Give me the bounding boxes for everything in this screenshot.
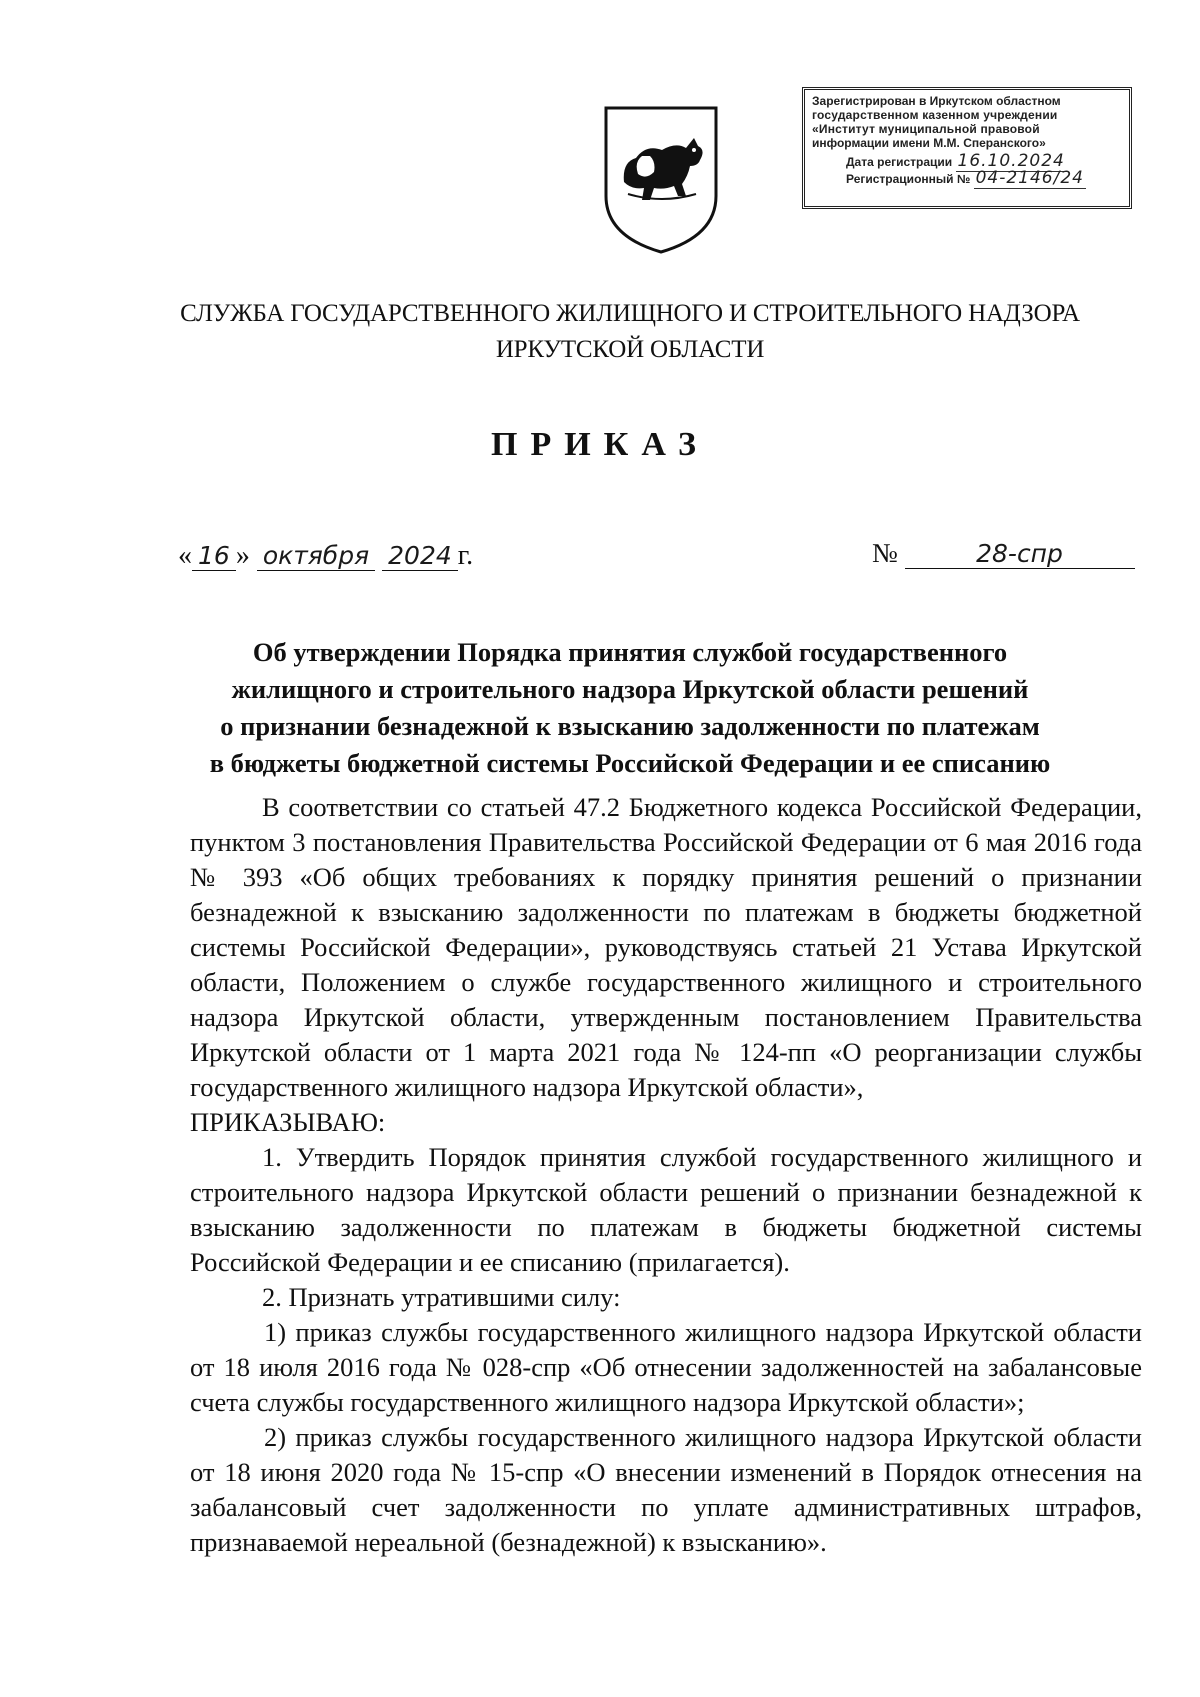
order-body [190,790,1142,1560]
irkutsk-coat-of-arms-icon [602,104,720,256]
order-subject [150,634,1110,782]
subject-line-1: Об утверждении Порядка принятия службой государственного [252,637,1008,667]
date-suffix: г. [457,540,474,571]
subject-line-3: о признании безнадежной к взысканию задолженности по платежам [220,711,1040,741]
item-2-subitem-2: 2) приказ службы государственного жилищного надзора Иркутской области от 18 июня 2020 года № 15-спр «О внесении изменений в Порядок отнесения на забалансовый счет задолженности по уплате административных штрафов, признаваемой нереальной (безнадежной) к взысканию». [190,1422,1142,1557]
stamp-date-value: 16.10.2024 [957,151,1065,171]
date-day: 16 [192,541,236,571]
order-number-value: 28-спр [905,539,1135,569]
stamp-number-value: 04-2146/24 [975,168,1084,188]
stamp-line-2: государственном казенном учреждении [812,108,1058,122]
stamp-registration-date [846,151,1122,171]
item-2: 2. Признать утратившими силу: [262,1282,621,1312]
stamp-number-label: Регистрационный № [846,172,971,186]
date-close-quote: » [235,540,250,571]
preamble-paragraph: В соответствии со статьей 47.2 Бюджетного кодекса Российской Федерации, пунктом 3 постановления Правительства Российской Федерации от 6 мая 2016 года № 393 «Об общих требованиях к порядку принятия решений о признании безнадежной к взысканию задолженности по платежам в бюджеты бюджетной системы Российской Федерации», руководствуясь статьей 21 Устава Иркутской области, Положением о службе государственного жилищного и строительного надзора Иркутской области, утвержденным постановлением Правительства Иркутской области от 1 марта 2021 года № 124-пп «О реорганизации службы государственного жилищного надзора Иркутской области», [190,792,1142,1102]
subject-line-2: жилищного и строительного надзора Иркутской области решений [231,674,1029,704]
stamp-line-1: Зарегистрирован в Иркутском областном [812,94,1061,108]
document-type-title: ПРИКАЗ [491,426,709,463]
stamp-line-3: «Институт муниципальной правовой [812,122,1040,136]
item-1: 1. Утвердить Порядок принятия службой государственного жилищного и строительного надзора Иркутской области решений о признании безнадежной к взысканию задолженности по платежам в бюджеты бюджетной системы Российской Федерации и ее списанию (прилагается). [190,1142,1142,1277]
date-open-quote: « [178,540,192,571]
organization-name [150,296,1110,368]
subject-line-4: в бюджеты бюджетной системы Российской Федерации и ее списанию [209,748,1051,778]
order-word: ПРИКАЗЫВАЮ: [190,1107,386,1137]
order-date [178,540,473,572]
organization-line-2: ИРКУТСКОЙ ОБЛАСТИ [495,336,765,363]
registration-stamp [802,87,1132,209]
organization-line-1: СЛУЖБА ГОСУДАРСТВЕННОГО ЖИЛИЩНОГО И СТРОИТЕЛЬНОГО НАДЗОРА [180,300,1080,327]
date-year: 2024 [382,541,458,571]
order-number [872,538,1135,569]
order-number-label: № [872,538,898,568]
stamp-line-4: информации имени М.М. Сперанского» [812,136,1046,150]
item-2-subitem-1: 1) приказ службы государственного жилищного надзора Иркутской области от 18 июля 2016 года № 028-спр «Об отнесении задолженностей на забалансовые счета службы государственного жилищного надзора Иркутской области»; [190,1317,1142,1417]
stamp-date-label: Дата регистрации [846,155,953,169]
stamp-registration-number [846,168,1122,188]
date-month: октября [257,541,375,571]
